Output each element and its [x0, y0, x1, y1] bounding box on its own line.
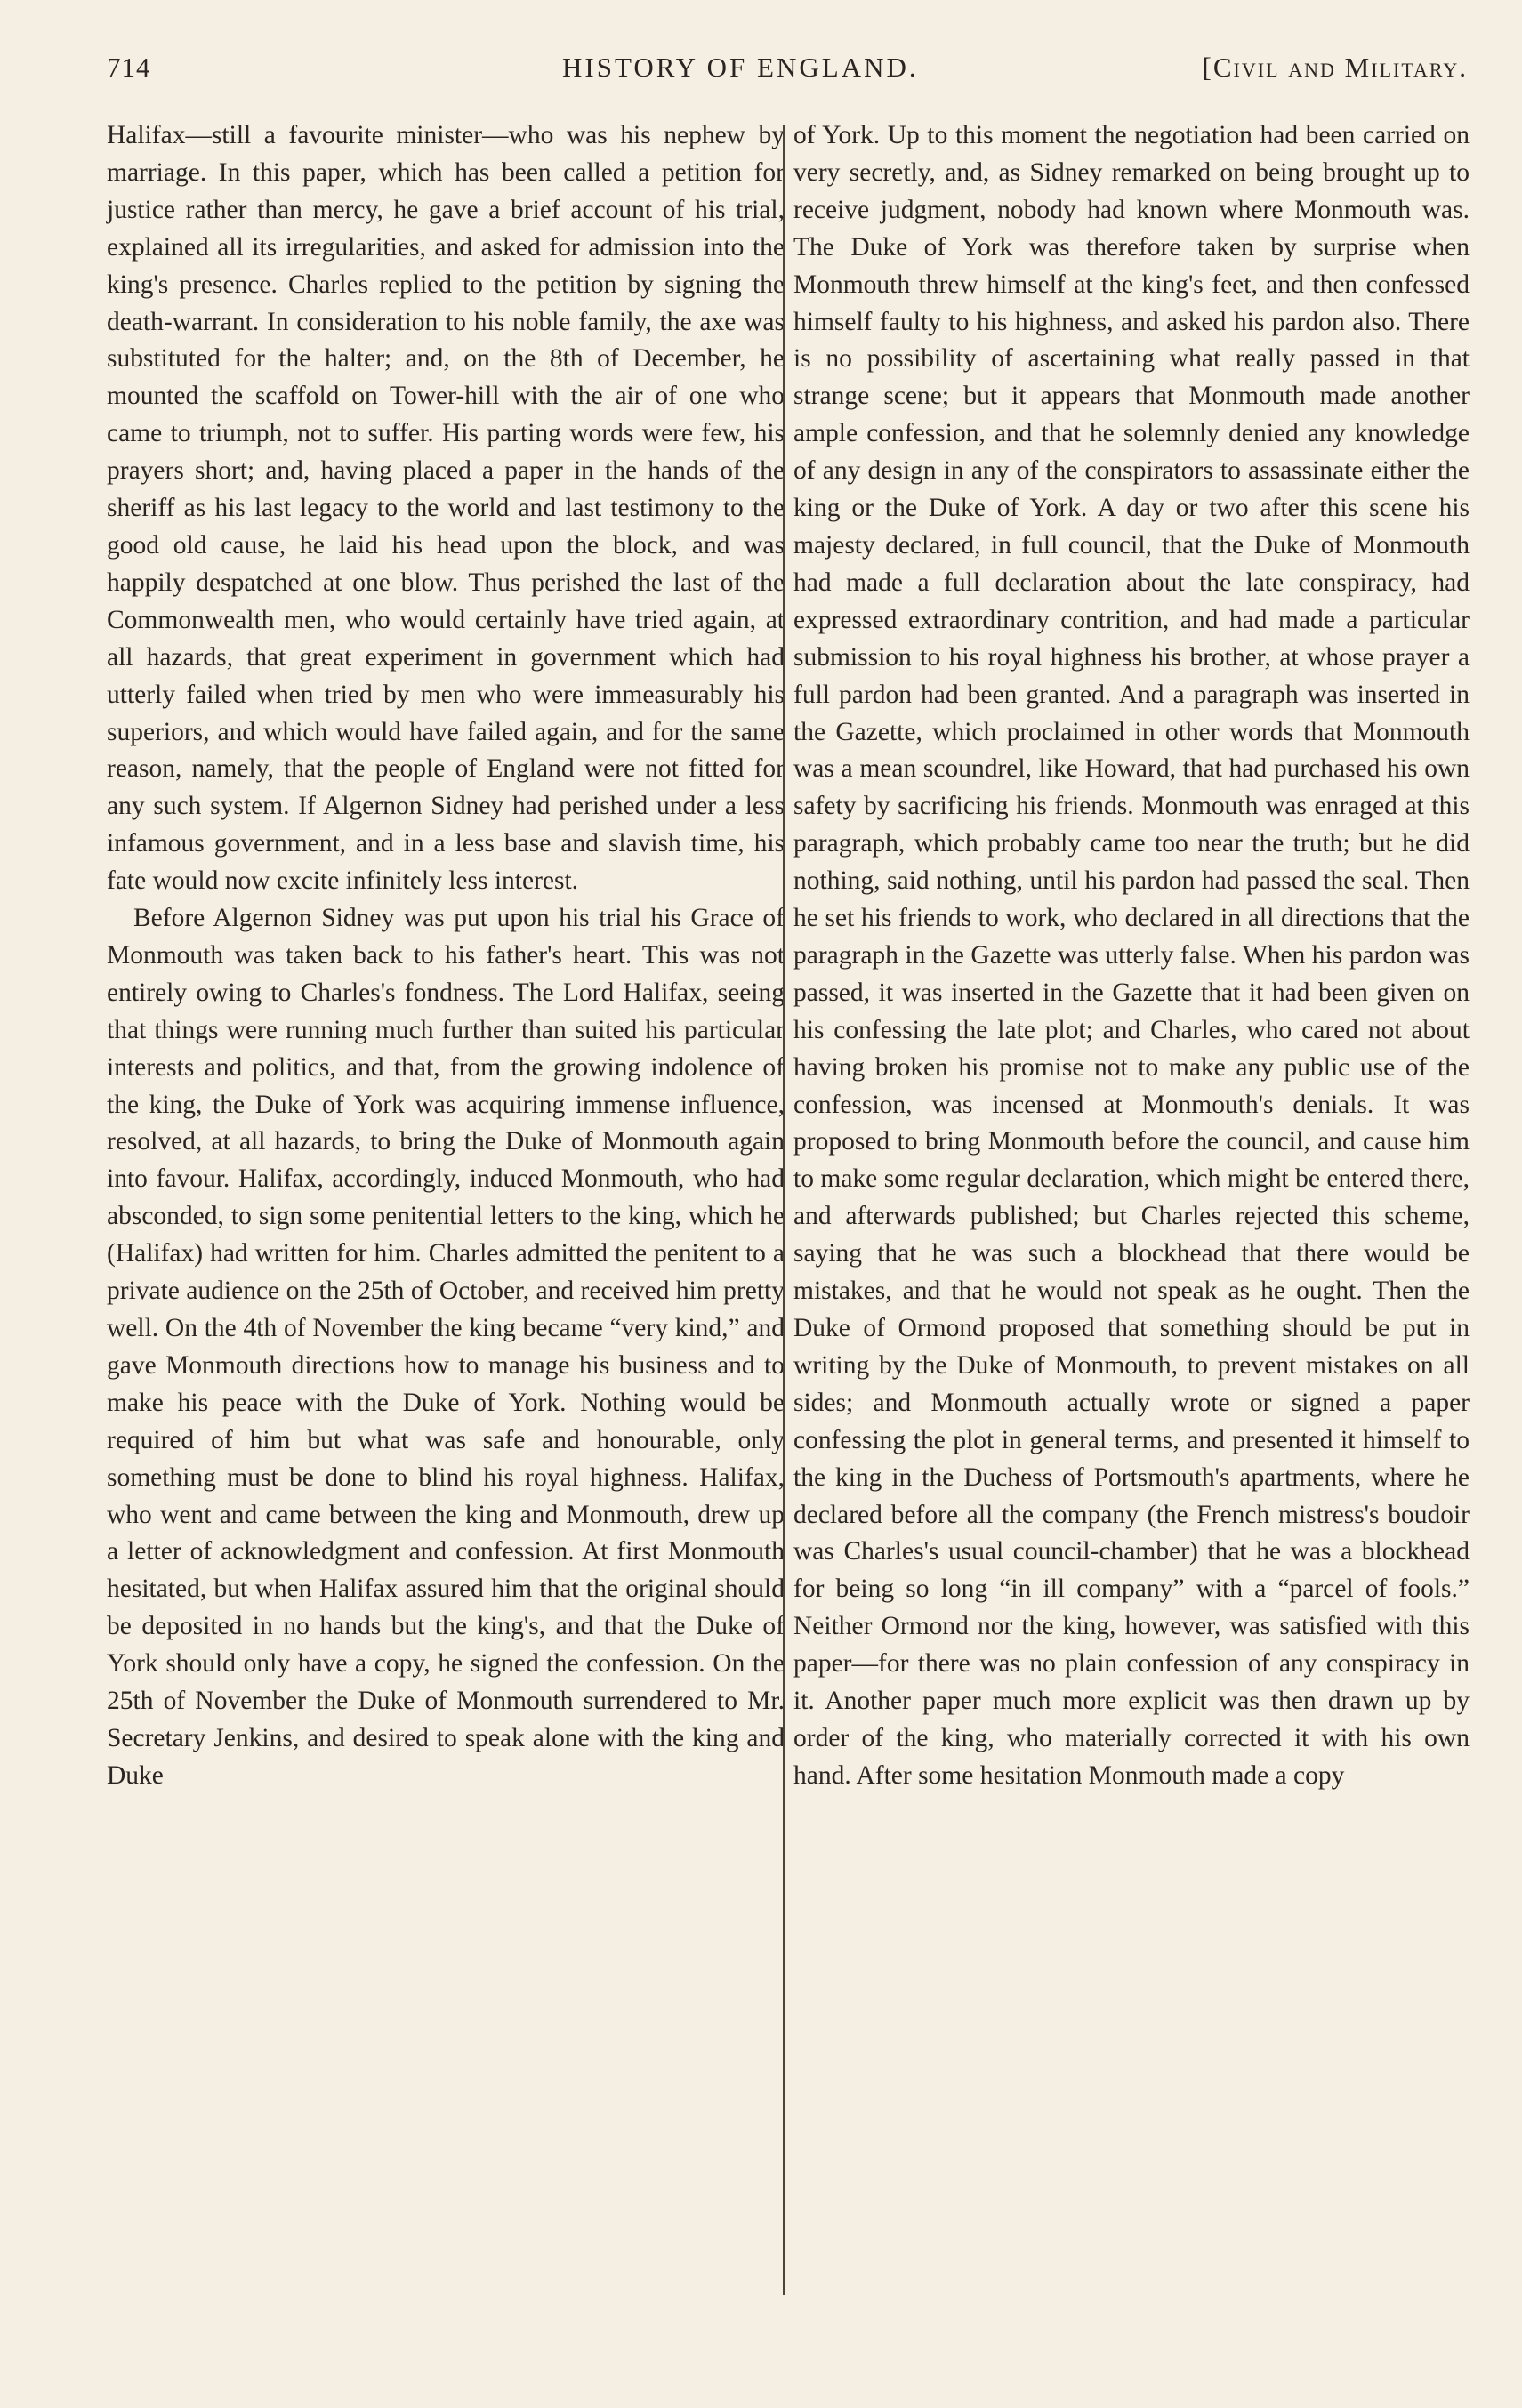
page-number: 714: [107, 52, 151, 83]
left-column: [107, 117, 785, 1795]
section-title: [Civil and Military.: [1202, 52, 1468, 83]
column-divider: [783, 125, 785, 2295]
left-paragraph-1: Halifax—still a favourite minister—who was his nephew by marriage. In this paper, which has been called a petition for justice rather than mercy, he gave a brief account of his trial, explained all its irregularities, and asked for admission into the king's presence. Charles replied to the petition by signing the death-warrant. In consideration to his noble family, the axe was substituted for the halter; and, on the 8th of December, he mounted the scaffold on Tower-hill with the air of one who came to triumph, not to suffer. His parting words were few, his prayers short; and, having placed a paper in the hands of the sheriff as his last legacy to the world and last testimony to the good old cause, he laid his head upon the block, and was happily despatched at one blow. Thus perished the last of the Commonwealth men, who would certainly have tried again, at all hazards, that great experiment in government which had utterly failed when tried by men who were immeasurably his superiors, and which would have failed again, and for the same reason, namely, that the people of England were not fitted for any such system. If Algernon Sidney had perished under a less infamous government, and in a less base and slavish time, his fate would now excite infinitely less interest.: [107, 121, 785, 896]
left-paragraph-2: Before Algernon Sidney was put upon his trial his Grace of Monmouth was taken back to his father's heart. This was not entirely owing to Charles's fondness. The Lord Halifax, seeing that things were running much further than suited his particular interests and politics, and that, from the growing indolence of the king, the Duke of York was acquiring immense influence, resolved, at all hazards, to bring the Duke of Monmouth again into favour. Halifax, accordingly, induced Monmouth, who had absconded, to sign some penitential letters to the king, which he (Halifax) had written for him. Charles admitted the penitent to a private audience on the 25th of October, and received him pretty well. On the 4th of November the king became “very kind,” and gave Monmouth directions how to manage his business and to make his peace with the Duke of York. Nothing would be required of him but what was safe and honourable, only something must be done to blind his royal highness. Halifax, who went and came between the king and Monmouth, drew up a letter of acknowledgment and confession. At first Monmouth hesitated, but when Halifax assured him that the original should be deposited in no hands but the king's, and that the Duke of York should only have a copy, he signed the confession. On the 25th of November the Duke of Monmouth surrendered to Mr. Secretary Jenkins, and desired to speak alone with the king and Duke: [107, 904, 785, 1790]
right-paragraph-1: of York. Up to this moment the negotiation had been carried on very secretly, and, as Sidney remarked on being brought up to receive judgment, nobody had known where Monmouth was. The Duke of York was therefore taken by surprise when Monmouth threw himself at the king's feet, and then confessed himself faulty to his highness, and asked his pardon also. There is no possibility of ascertaining what really passed in that strange scene; but it appears that Monmouth made another ample confession, and that he solemnly denied any knowledge of any design in any of the conspirators to assassinate either the king or the Duke of York. A day or two after this scene his majesty declared, in full council, that the Duke of Monmouth had made a full declaration about the late conspiracy, had expressed extraordinary contrition, and had made a particular submission to his royal highness his brother, at whose prayer a full pardon had been granted. And a paragraph was inserted in the Gazette, which proclaimed in other words that Monmouth was a mean scoundrel, like Howard, that had purchased his own safety by sacrificing his friends. Monmouth was enraged at this paragraph, which probably came too near the truth; but he did nothing, said nothing, until his pardon had passed the seal. Then he set his friends to work, who declared in all directions that the paragraph in the Gazette was utterly false. When his pardon was passed, it was inserted in the Gazette that it had been given on his confessing the late plot; and Charles, who cared not about having broken his promise not to make any public use of the confession, was incensed at Monmouth's denials. It was proposed to bring Monmouth before the council, and cause him to make some regular declaration, which might be entered there, and afterwards published; but Charles rejected this scheme, saying that he was such a blockhead that there would be mistakes, and that he would not speak as he ought. Then the Duke of Ormond proposed that something should be put in writing by the Duke of Monmouth, to prevent mistakes on all sides; and Monmouth actually wrote or signed a paper confessing the plot in general terms, and presented it himself to the king in the Duchess of Portsmouth's apartments, where he declared before all the company (the French mistress's boudoir was Charles's usual council-chamber) that he was a blockhead for being so long “in ill company” with a “parcel of fools.” Neither Ormond nor the king, however, was satisfied with this paper—for there was no plain confession of any conspiracy in it. Another paper much more explicit was then drawn up by order of the king, who materially corrected it with his own hand. After some hesitation Monmouth made a copy: [793, 121, 1470, 1790]
right-column: [793, 117, 1470, 1795]
running-title: HISTORY OF ENGLAND.: [562, 52, 919, 83]
running-header: [107, 52, 1468, 96]
